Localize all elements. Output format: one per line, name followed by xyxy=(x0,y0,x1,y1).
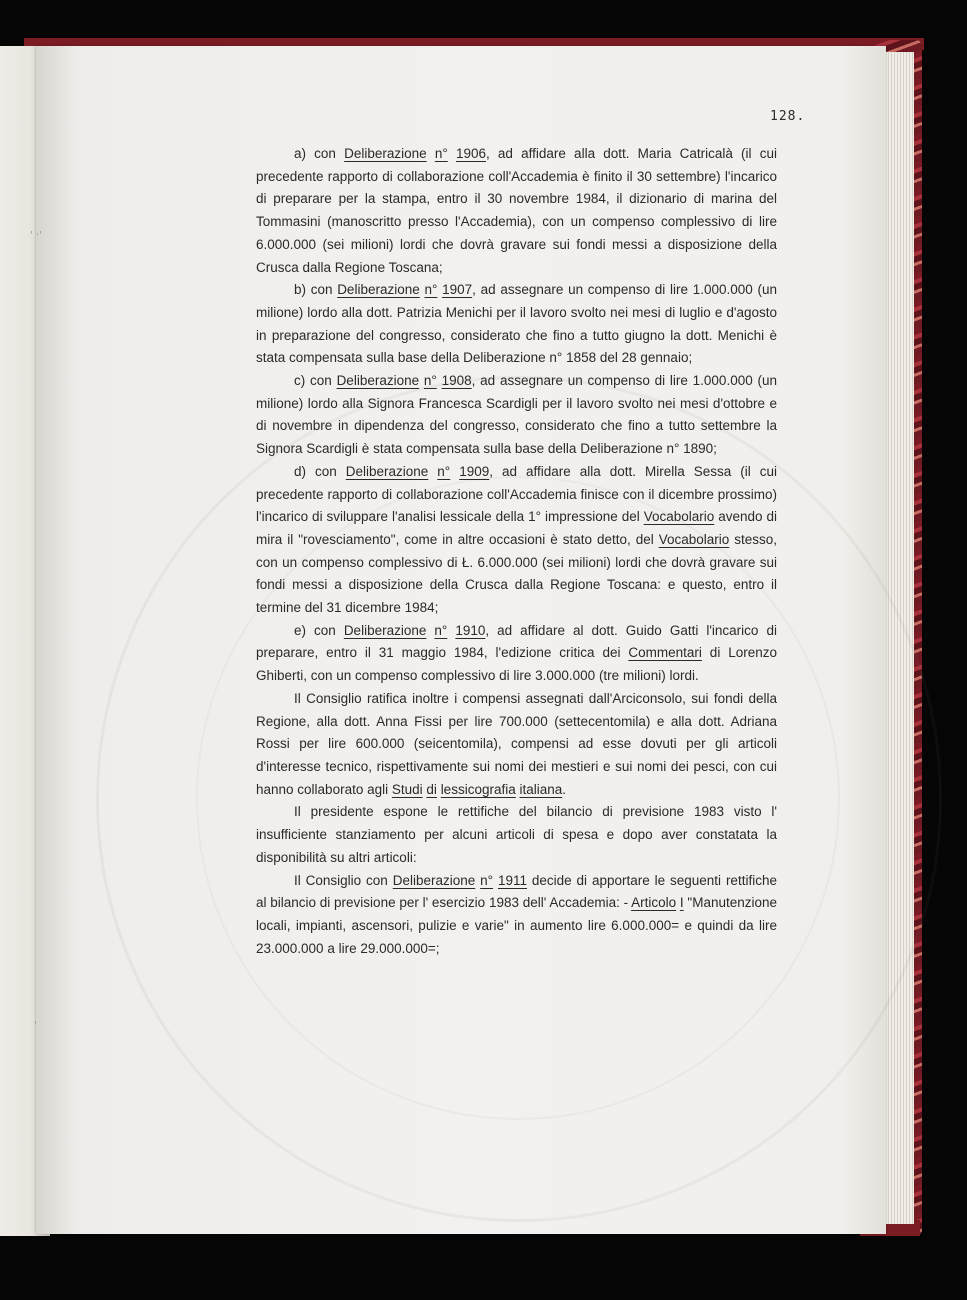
text-run: c) con xyxy=(294,373,337,389)
text-run xyxy=(427,146,435,161)
underlined-text: Vocabolario xyxy=(643,509,715,525)
underlined-text: Deliberazione xyxy=(337,282,420,298)
underlined-text: n° xyxy=(434,622,448,638)
text-run: Il Consiglio ratifica inoltre i compensi assegnati dall'Arciconsolo, sui fondi della Regione, alla dott. Anna Fissi per lire 700.000 (settecentomila) e alla dott. Adriana Rossi per lire 600.000 (seicentomila), compensi ad esse dovuti per gli articoli d'interesse tecnico, rispettivamente sui nomi dei mestieri e sui nomi dei pesci, con cui hanno collaborato agli xyxy=(256,690,777,797)
text-run xyxy=(450,464,459,479)
paragraph xyxy=(256,620,777,688)
underlined-text: Deliberazione xyxy=(343,622,427,638)
underlined-text: Studi xyxy=(391,781,423,797)
paragraph xyxy=(256,279,777,370)
paragraph xyxy=(256,688,777,802)
text-run: Il presidente espone le rettifiche del bilancio di previsione 1983 visto l' insufficiente stanziamento per alcuni articoli di spesa e dopo aver constatata la disponibilità su altri articoli: xyxy=(256,804,777,865)
underlined-text: 1910 xyxy=(455,622,486,638)
document-body xyxy=(256,143,777,960)
paragraph xyxy=(256,370,777,461)
underlined-text: lessicografia xyxy=(440,781,516,797)
underlined-text: I xyxy=(679,895,684,911)
text-run: stesso, con un compenso complessivo di Ł. 6.000.000 (sei milioni) lordi che dovrà gravare sui fondi messi a disposizione della Crusca dalla Regione Toscana: e questo, entro il termine del 31 dicembre 1984; xyxy=(256,531,777,616)
underlined-text: n° xyxy=(437,463,451,479)
paragraph xyxy=(256,143,777,279)
text-run: a) con xyxy=(294,146,345,161)
text-run: , ad assegnare un compenso di lire 1.000.000 (un milione) lordo alla Signora Francesca Scardigli per il lavoro svolto nei mesi d'ottobre e di novembre in dipendenza del congresso, considerato che fino a tutto settembre la Signora Scardigli è stata compensata sulla base della Deliberazione n° 1890; xyxy=(256,373,777,457)
margin-mark: ' ·' xyxy=(30,230,42,241)
text-run: , ad affidare alla dott. Mirella Sessa (il cui precedente rapporto di collaborazione coll'Accademia finisce con il dicembre prossimo) l'incarico di sviluppare l'analisi lessicale della 1° impressione del xyxy=(256,463,777,525)
margin-mark: ' xyxy=(34,1020,37,1031)
text-run: "Manutenzione locali, impianti, ascensori, pulizie e varie" in aumento lire 6.000.000= e quindi da lire 23.000.000 a lire 29.000.000=; xyxy=(256,895,778,956)
underlined-text: Vocabolario xyxy=(658,531,730,547)
text-run: e) con xyxy=(294,622,344,638)
text-run: , ad assegnare un compenso di lire 1.000.000 (un milione) lordo alla dott. Patrizia Menichi per il lavoro svolto nei mesi di luglio e d'agosto in preparazione del congresso, considerato che fino a tutto giugno la dott. Menichi è stata compensata sulla base della Deliberazione n° 1858 del 28 gennaio; xyxy=(256,282,777,366)
underlined-text: italiana xyxy=(519,781,563,797)
text-run: . xyxy=(562,781,567,797)
text-run: Il Consiglio con xyxy=(294,872,393,888)
underlined-text: di xyxy=(426,781,437,797)
underlined-text: Deliberazione xyxy=(344,146,427,161)
underlined-text: 1908 xyxy=(441,373,472,389)
underlined-text: 1909 xyxy=(459,463,490,479)
text-run: di Lorenzo Ghiberti, con un compenso complessivo di lire 3.000.000 (tre milioni) lordi. xyxy=(256,645,777,684)
text-run: avendo di mira il "rovesciamento", come in altre occasioni è stato detto, del xyxy=(256,509,777,547)
underlined-text: n° xyxy=(480,872,494,888)
underlined-text: 1911 xyxy=(497,872,527,888)
text-run xyxy=(448,146,456,161)
page-number: 128. xyxy=(770,109,806,124)
underlined-text: Deliberazione xyxy=(336,373,420,389)
text-run: d) con xyxy=(294,463,346,479)
underlined-text: Commentari xyxy=(628,645,702,661)
underlined-text: Deliberazione xyxy=(392,872,476,888)
text-run: b) con xyxy=(294,282,338,298)
paragraph xyxy=(256,801,777,869)
paragraph xyxy=(256,870,777,961)
paragraph xyxy=(256,461,777,620)
underlined-text: n° xyxy=(423,373,437,389)
text-run: , ad affidare alla dott. Maria Catricalà (il cui precedente rapporto di collaborazione coll'Accademia è finito il 30 settembre) l'incarico di preparare per la stampa, entro il 30 novembre 1984, il dizionario di marina del Tommasini (manoscritto presso l'Accademia), con un compenso complessivo di lire 6.000.000 (sei milioni) lordi che dovrà gravare sui fondi messi a disposizione della Crusca dalla Regione Toscana; xyxy=(256,146,777,275)
text-run: decide di apportare le seguenti rettifiche al bilancio di previsione per l' esercizio 1983 dell' Accademia: - xyxy=(256,872,777,911)
text-run xyxy=(428,464,437,479)
underlined-text: 1907 xyxy=(442,282,473,298)
underlined-text: Deliberazione xyxy=(345,463,429,479)
underlined-text: n° xyxy=(434,146,448,161)
underlined-text: 1906 xyxy=(455,146,486,161)
underlined-text: n° xyxy=(424,282,438,298)
underlined-text: Articolo xyxy=(631,895,677,911)
text-run: , ad affidare al dott. Guido Gatti l'incarico di preparare, entro il 31 maggio 1984, l'edizione critica dei xyxy=(256,622,777,661)
